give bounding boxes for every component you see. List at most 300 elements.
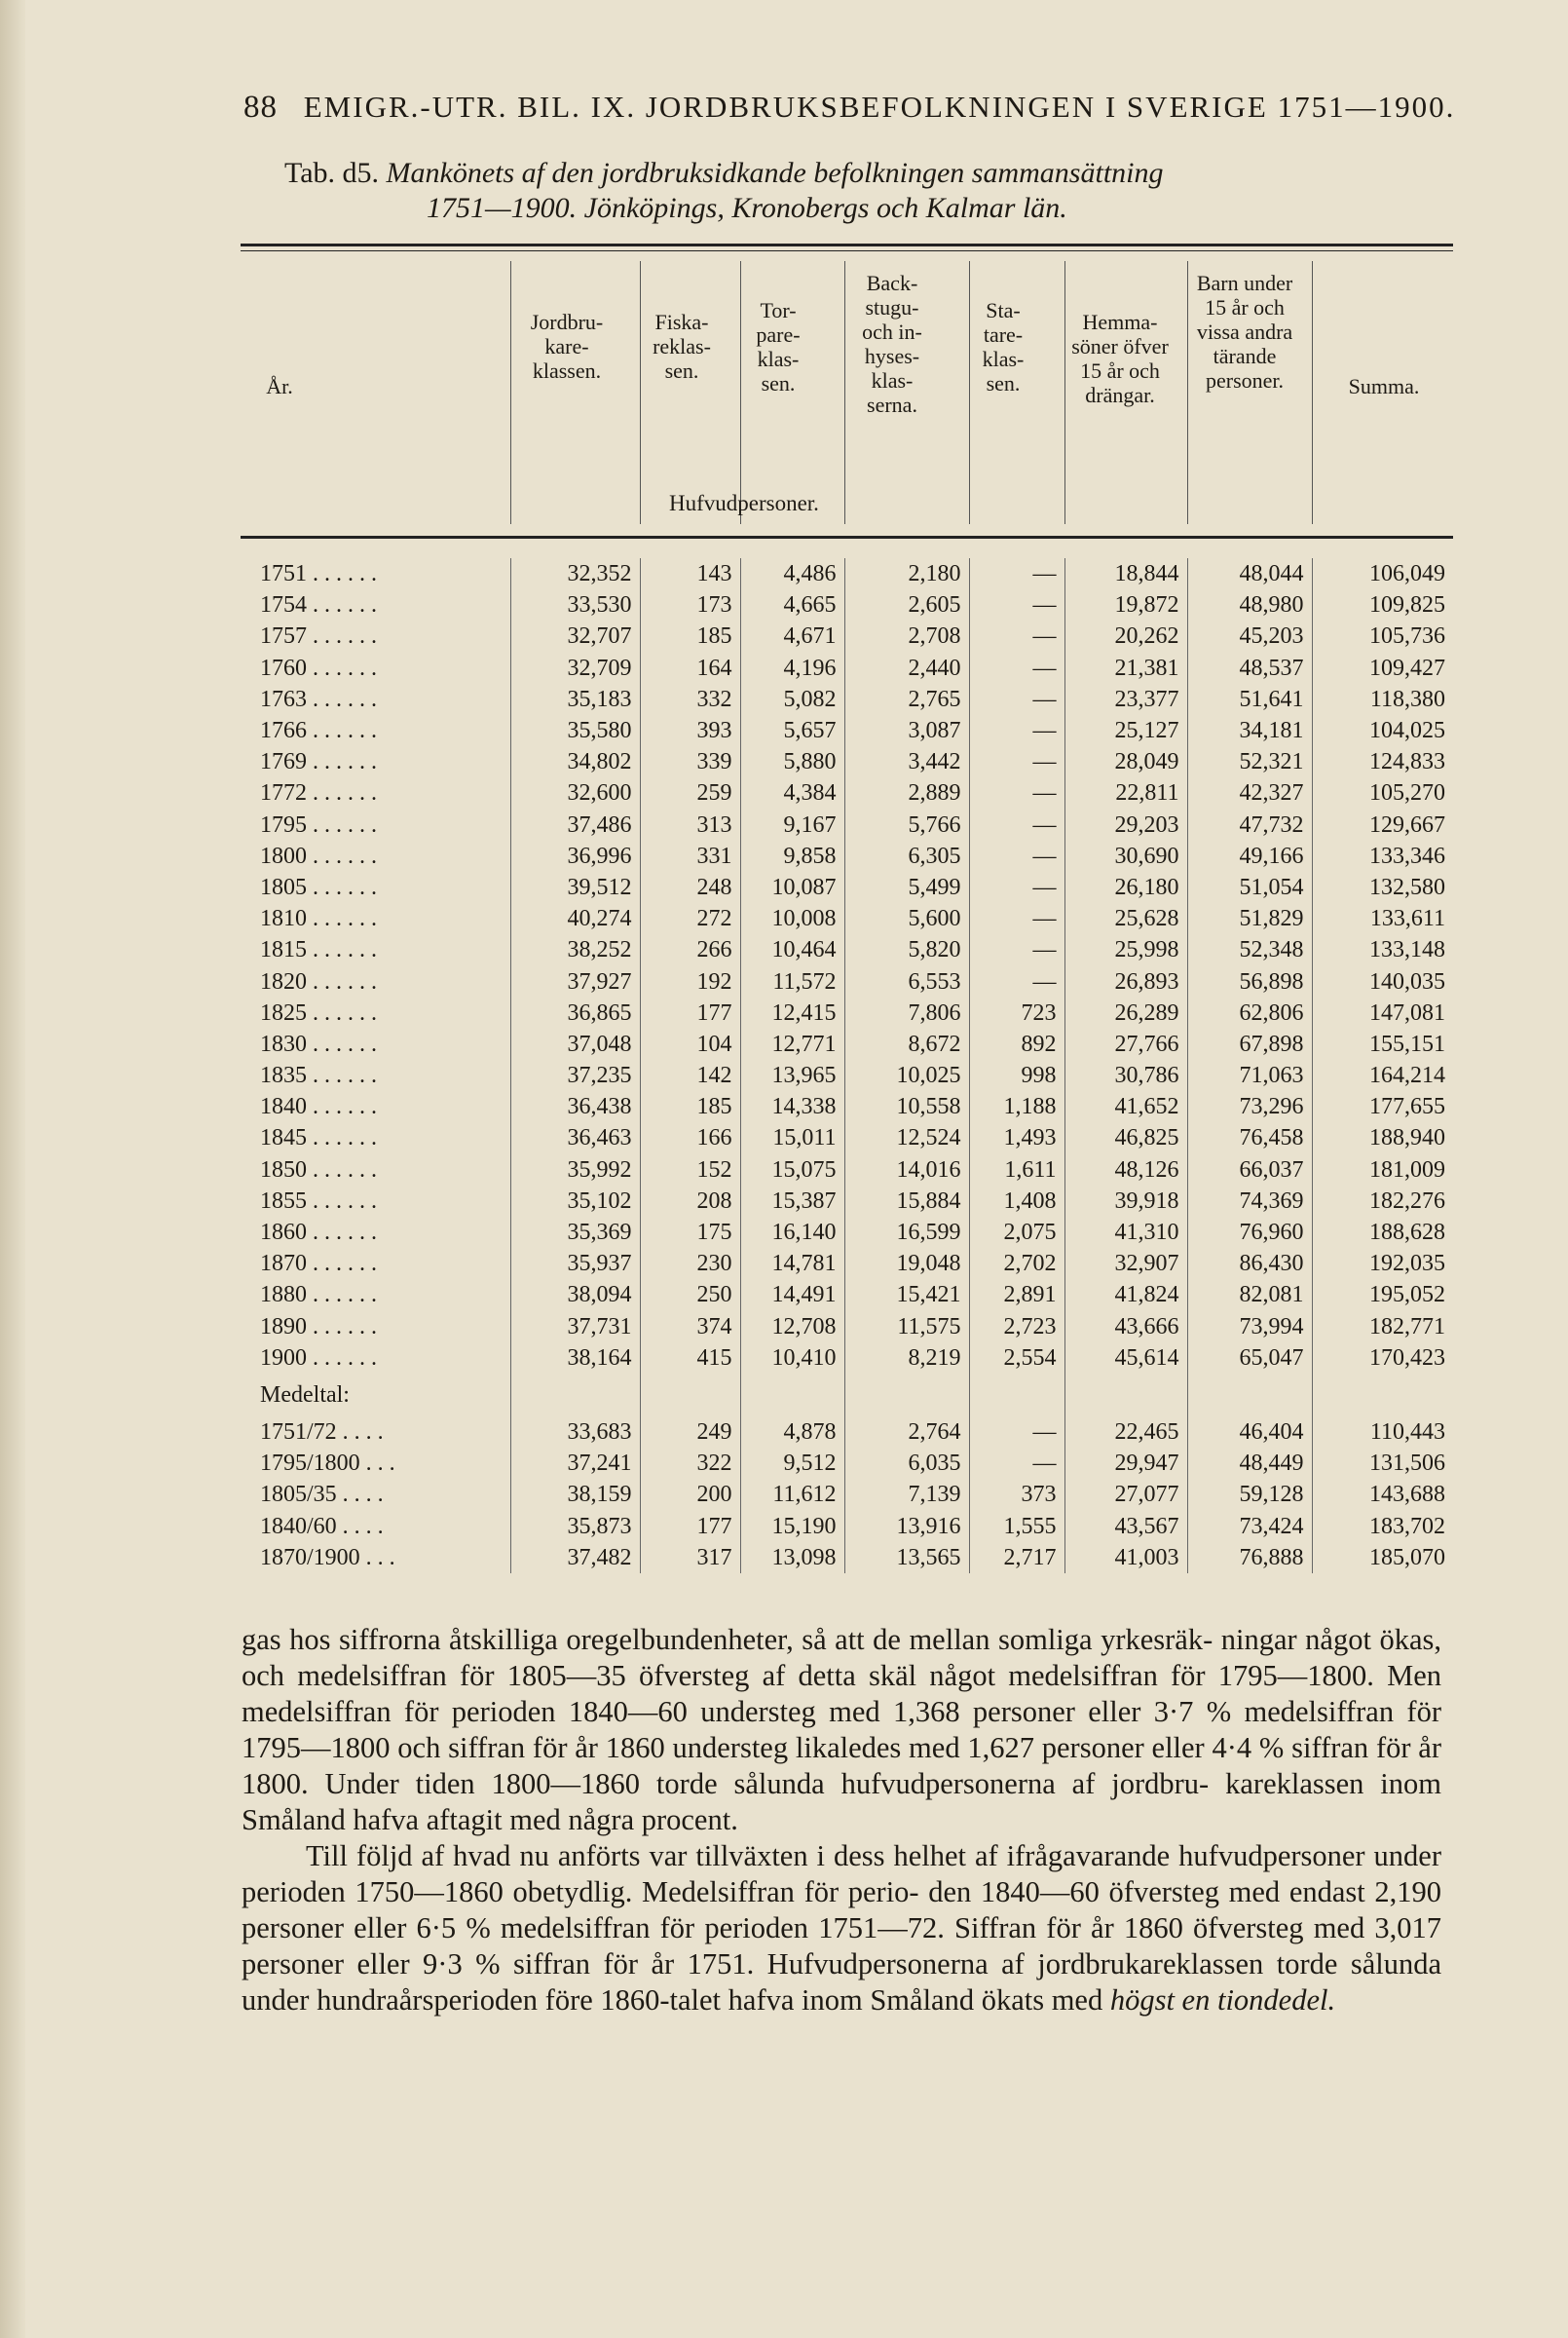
header-summa: Summa. — [1348, 374, 1420, 398]
header-year: År. — [266, 374, 293, 398]
table-title-line1: Mankönets af den jordbruksidkande befolkningen sammansättning — [386, 157, 1164, 189]
cell-torp: 4,878 — [740, 1416, 844, 1448]
cell-torp: 14,491 — [740, 1279, 844, 1310]
cell-hemma: 46,825 — [1064, 1122, 1187, 1153]
cell-back: 15,421 — [844, 1279, 969, 1310]
table-row — [241, 1248, 1453, 1279]
cell-barn: 51,829 — [1187, 903, 1312, 934]
cell-fisk: 177 — [640, 998, 740, 1029]
cell-summa: 188,628 — [1369, 1220, 1445, 1246]
row-year: 1810 . . . . . . — [241, 903, 510, 934]
cell-fisk: 393 — [640, 715, 740, 746]
table-row — [241, 558, 1453, 589]
cell-torp: 4,671 — [740, 621, 844, 652]
cell-stat: — — [969, 558, 1064, 589]
cell-hemma: 21,381 — [1064, 653, 1187, 684]
table-row — [241, 1029, 1453, 1060]
cell-back: 2,708 — [844, 621, 969, 652]
cell-back: 14,016 — [844, 1154, 969, 1186]
cell-stat: 1,188 — [969, 1091, 1064, 1122]
cell-jord: 40,274 — [510, 903, 640, 934]
cell-back: 2,764 — [844, 1416, 969, 1448]
cell-hemma: 45,614 — [1064, 1342, 1187, 1374]
cell-back: 3,087 — [844, 715, 969, 746]
cell-summa: 118,380 — [1369, 686, 1445, 712]
cell-barn: 73,296 — [1187, 1091, 1312, 1122]
cell-fisk: 185 — [640, 621, 740, 652]
cell-jord: 35,369 — [510, 1217, 640, 1248]
row-year: 1757 . . . . . . — [241, 621, 510, 652]
row-year: 1870 . . . . . . — [241, 1248, 510, 1279]
cell-stat: — — [969, 777, 1064, 809]
cell-jord: 37,731 — [510, 1311, 640, 1342]
cell-hemma: 25,628 — [1064, 903, 1187, 934]
cell-stat: 1,611 — [969, 1154, 1064, 1186]
cell-torp: 4,665 — [740, 589, 844, 621]
cell-hemma: 25,998 — [1064, 934, 1187, 965]
cell-fisk: 339 — [640, 746, 740, 777]
cell-hemma: 26,893 — [1064, 965, 1187, 997]
header-statare: Sta- tare- klas- sen. — [982, 298, 1025, 396]
cell-back: 5,820 — [844, 934, 969, 965]
cell-jord: 36,996 — [510, 841, 640, 872]
page-edge — [0, 0, 25, 2338]
paragraph-2-emphasis: högst en tiondedel. — [1109, 1983, 1336, 2017]
header-fiskare: Fiska- reklas- sen. — [653, 310, 711, 383]
row-year: 1760 . . . . . . — [241, 653, 510, 684]
row-year: 1805 . . . . . . — [241, 872, 510, 903]
cell-summa: 110,443 — [1369, 1418, 1445, 1445]
cell-back: 2,889 — [844, 777, 969, 809]
cell-summa: 109,427 — [1369, 655, 1445, 681]
cell-fisk: 177 — [640, 1510, 740, 1541]
cell-back: 10,025 — [844, 1060, 969, 1091]
row-year: 1840 . . . . . . — [241, 1091, 510, 1122]
cell-back: 7,806 — [844, 998, 969, 1029]
table-caption — [284, 156, 1434, 226]
cell-back: 8,672 — [844, 1029, 969, 1060]
cell-torp: 9,858 — [740, 841, 844, 872]
cell-back: 6,305 — [844, 841, 969, 872]
cell-fisk: 415 — [640, 1342, 740, 1374]
row-year: 1825 . . . . . . — [241, 998, 510, 1029]
row-year: 1840/60 . . . . — [241, 1510, 510, 1541]
cell-barn: 48,980 — [1187, 589, 1312, 621]
row-year: 1751 . . . . . . — [241, 558, 510, 589]
cell-barn: 34,181 — [1187, 715, 1312, 746]
body-text — [242, 1622, 1441, 2018]
empty-cell — [640, 1374, 740, 1416]
cell-stat: 1,408 — [969, 1186, 1064, 1217]
cell-barn: 49,166 — [1187, 841, 1312, 872]
row-year: 1845 . . . . . . — [241, 1122, 510, 1153]
cell-summa: 155,151 — [1369, 1031, 1445, 1057]
cell-hemma: 43,666 — [1064, 1311, 1187, 1342]
cell-back: 13,565 — [844, 1542, 969, 1573]
cell-summa: 143,688 — [1369, 1482, 1445, 1508]
row-year: 1766 . . . . . . — [241, 715, 510, 746]
cell-hemma: 20,262 — [1064, 621, 1187, 652]
cell-hemma: 23,377 — [1064, 684, 1187, 715]
cell-fisk: 175 — [640, 1217, 740, 1248]
cell-stat: — — [969, 934, 1064, 965]
paragraph-1: gas hos siffrorna åtskilliga oregelbundenheter, så att de mellan somliga yrkesräk- ningar något ökas, och medelsiffran för 1805—35 öfversteg af detta skäl något medelsiffran för 1795—1800. Men medelsiffran för perioden 1840—60 understeg med 1,368 personer eller 3·7 % medelsiffran för 1795—1800 och siffran för år 1860 understeg likaledes med 1,627 personer eller 4·4 % siffran för år 1800. Under tiden 1800—1860 torde sålunda hufvudpersonerna af jordbru- kareklassen inom Småland hafva aftagit med några procent. — [242, 1623, 1441, 1836]
average-row — [241, 1542, 1453, 1573]
table-body — [241, 558, 1453, 1573]
cell-torp: 4,196 — [740, 653, 844, 684]
cell-jord: 38,159 — [510, 1479, 640, 1510]
cell-stat: 2,723 — [969, 1311, 1064, 1342]
row-year: 1850 . . . . . . — [241, 1154, 510, 1186]
cell-fisk: 259 — [640, 777, 740, 809]
row-year: 1772 . . . . . . — [241, 777, 510, 809]
row-year: 1800 . . . . . . — [241, 841, 510, 872]
table-header-rule — [241, 536, 1453, 539]
empty-cell — [1187, 1374, 1312, 1416]
cell-hemma: 43,567 — [1064, 1510, 1187, 1541]
cell-stat: — — [969, 589, 1064, 621]
cell-summa: 132,580 — [1369, 874, 1445, 900]
cell-barn: 51,641 — [1187, 684, 1312, 715]
cell-barn: 62,806 — [1187, 998, 1312, 1029]
empty-cell — [1312, 1374, 1453, 1416]
row-year: 1763 . . . . . . — [241, 684, 510, 715]
cell-jord: 32,707 — [510, 621, 640, 652]
row-year: 1795 . . . . . . — [241, 810, 510, 841]
cell-stat: — — [969, 621, 1064, 652]
cell-summa: 188,940 — [1369, 1125, 1445, 1151]
cell-stat: — — [969, 684, 1064, 715]
row-year: 1855 . . . . . . — [241, 1186, 510, 1217]
cell-jord: 35,992 — [510, 1154, 640, 1186]
table-row — [241, 653, 1453, 684]
cell-jord: 35,937 — [510, 1248, 640, 1279]
cell-stat: — — [969, 810, 1064, 841]
cell-barn: 52,348 — [1187, 934, 1312, 965]
table-row — [241, 715, 1453, 746]
row-year: 1751/72 . . . . — [241, 1416, 510, 1448]
cell-fisk: 230 — [640, 1248, 740, 1279]
cell-fisk: 164 — [640, 653, 740, 684]
cell-hemma: 22,811 — [1064, 777, 1187, 809]
cell-summa: 104,025 — [1369, 718, 1445, 744]
cell-back: 2,180 — [844, 558, 969, 589]
table-row — [241, 746, 1453, 777]
cell-back: 13,916 — [844, 1510, 969, 1541]
header-hemmasoner: Hemma- söner öfver 15 år och drängar. — [1071, 310, 1169, 407]
cell-summa: 124,833 — [1369, 749, 1445, 775]
cell-hemma: 30,690 — [1064, 841, 1187, 872]
cell-hemma: 25,127 — [1064, 715, 1187, 746]
cell-barn: 82,081 — [1187, 1279, 1312, 1310]
cell-barn: 48,449 — [1187, 1448, 1312, 1479]
row-year: 1870/1900 . . . — [241, 1542, 510, 1573]
cell-hemma: 48,126 — [1064, 1154, 1187, 1186]
cell-back: 7,139 — [844, 1479, 969, 1510]
cell-jord: 33,530 — [510, 589, 640, 621]
cell-hemma: 41,003 — [1064, 1542, 1187, 1573]
table-row — [241, 934, 1453, 965]
table-row — [241, 1311, 1453, 1342]
table-header — [241, 251, 1453, 534]
table-row — [241, 998, 1453, 1029]
cell-jord: 32,352 — [510, 558, 640, 589]
table-row — [241, 872, 1453, 903]
cell-stat: — — [969, 653, 1064, 684]
header-divider — [1064, 261, 1065, 524]
cell-jord: 38,164 — [510, 1342, 640, 1374]
cell-barn: 76,960 — [1187, 1217, 1312, 1248]
header-divider — [740, 261, 741, 524]
row-year: 1860 . . . . . . — [241, 1217, 510, 1248]
cell-torp: 10,464 — [740, 934, 844, 965]
cell-summa: 147,081 — [1369, 999, 1445, 1026]
table-row — [241, 965, 1453, 997]
cell-summa: 192,035 — [1369, 1251, 1445, 1277]
cell-barn: 48,537 — [1187, 653, 1312, 684]
cell-torp: 12,771 — [740, 1029, 844, 1060]
cell-hemma: 22,465 — [1064, 1416, 1187, 1448]
cell-back: 2,765 — [844, 684, 969, 715]
cell-barn: 59,128 — [1187, 1479, 1312, 1510]
cell-barn: 73,994 — [1187, 1311, 1312, 1342]
cell-summa: 129,667 — [1369, 811, 1445, 838]
cell-fisk: 173 — [640, 589, 740, 621]
cell-stat: 1,555 — [969, 1510, 1064, 1541]
cell-jord: 33,683 — [510, 1416, 640, 1448]
cell-jord: 38,252 — [510, 934, 640, 965]
cell-jord: 37,486 — [510, 810, 640, 841]
cell-back: 6,035 — [844, 1448, 969, 1479]
cell-jord: 37,482 — [510, 1542, 640, 1573]
cell-barn: 52,321 — [1187, 746, 1312, 777]
cell-back: 2,605 — [844, 589, 969, 621]
cell-hemma: 41,824 — [1064, 1279, 1187, 1310]
cell-hemma: 32,907 — [1064, 1248, 1187, 1279]
cell-back: 6,553 — [844, 965, 969, 997]
table-row — [241, 841, 1453, 872]
cell-summa: 105,736 — [1369, 623, 1445, 650]
cell-barn: 46,404 — [1187, 1416, 1312, 1448]
cell-fisk: 152 — [640, 1154, 740, 1186]
row-year: 1820 . . . . . . — [241, 965, 510, 997]
cell-stat: 892 — [969, 1029, 1064, 1060]
cell-jord: 37,235 — [510, 1060, 640, 1091]
cell-stat: — — [969, 715, 1064, 746]
cell-jord: 39,512 — [510, 872, 640, 903]
header-group-hufvudpersoner: Hufvudpersoner. — [669, 491, 819, 515]
cell-barn: 45,203 — [1187, 621, 1312, 652]
row-year: 1815 . . . . . . — [241, 934, 510, 965]
table-row — [241, 1279, 1453, 1310]
cell-torp: 5,082 — [740, 684, 844, 715]
row-year: 1835 . . . . . . — [241, 1060, 510, 1091]
average-row — [241, 1448, 1453, 1479]
paragraph-2 — [242, 1838, 1441, 2018]
cell-jord: 35,873 — [510, 1510, 640, 1541]
cell-fisk: 249 — [640, 1416, 740, 1448]
cell-stat: 373 — [969, 1479, 1064, 1510]
cell-torp: 13,965 — [740, 1060, 844, 1091]
cell-jord: 35,580 — [510, 715, 640, 746]
cell-fisk: 266 — [640, 934, 740, 965]
row-year: 1795/1800 . . . — [241, 1448, 510, 1479]
table-row — [241, 684, 1453, 715]
cell-hemma: 29,947 — [1064, 1448, 1187, 1479]
running-head — [243, 90, 1471, 126]
table-row — [241, 1060, 1453, 1091]
cell-torp: 11,572 — [740, 965, 844, 997]
header-divider — [510, 261, 511, 524]
cell-barn: 51,054 — [1187, 872, 1312, 903]
cell-hemma: 19,872 — [1064, 589, 1187, 621]
cell-summa: 185,070 — [1369, 1544, 1445, 1570]
cell-barn: 86,430 — [1187, 1248, 1312, 1279]
cell-torp: 12,708 — [740, 1311, 844, 1342]
row-year: 1900 . . . . . . — [241, 1342, 510, 1374]
cell-back: 3,442 — [844, 746, 969, 777]
cell-summa: 177,655 — [1369, 1094, 1445, 1120]
cell-stat: 998 — [969, 1060, 1064, 1091]
table-title-line2: 1751—1900. Jönköpings, Kronobergs och Kalmar län. — [427, 192, 1067, 224]
header-torpare: Tor- pare- klas- sen. — [756, 298, 801, 396]
table-row — [241, 810, 1453, 841]
header-jordbrukare: Jordbru- kare- klassen. — [530, 310, 604, 383]
cell-summa: 170,423 — [1369, 1344, 1445, 1371]
cell-summa: 164,214 — [1369, 1063, 1445, 1089]
cell-barn: 73,424 — [1187, 1510, 1312, 1541]
cell-stat: — — [969, 872, 1064, 903]
cell-back: 11,575 — [844, 1311, 969, 1342]
medeltal-row — [241, 1374, 1453, 1416]
row-year: 1754 . . . . . . — [241, 589, 510, 621]
cell-jord: 37,241 — [510, 1448, 640, 1479]
cell-barn: 56,898 — [1187, 965, 1312, 997]
empty-cell — [844, 1374, 969, 1416]
cell-barn: 74,369 — [1187, 1186, 1312, 1217]
average-row — [241, 1510, 1453, 1541]
cell-hemma: 28,049 — [1064, 746, 1187, 777]
cell-torp: 10,087 — [740, 872, 844, 903]
cell-torp: 4,384 — [740, 777, 844, 809]
cell-barn: 48,044 — [1187, 558, 1312, 589]
table-row — [241, 1122, 1453, 1153]
cell-jord: 35,102 — [510, 1186, 640, 1217]
cell-fisk: 142 — [640, 1060, 740, 1091]
table-label: Tab. d5. — [284, 157, 380, 189]
cell-torp: 15,190 — [740, 1510, 844, 1541]
cell-barn: 71,063 — [1187, 1060, 1312, 1091]
table-row — [241, 1091, 1453, 1122]
average-row — [241, 1479, 1453, 1510]
table-row — [241, 1154, 1453, 1186]
cell-jord: 35,183 — [510, 684, 640, 715]
cell-fisk: 374 — [640, 1311, 740, 1342]
cell-stat: 2,702 — [969, 1248, 1064, 1279]
cell-back: 10,558 — [844, 1091, 969, 1122]
cell-summa: 133,346 — [1369, 843, 1445, 869]
cell-torp: 9,167 — [740, 810, 844, 841]
cell-stat: — — [969, 903, 1064, 934]
cell-barn: 65,047 — [1187, 1342, 1312, 1374]
cell-torp: 4,486 — [740, 558, 844, 589]
cell-torp: 15,075 — [740, 1154, 844, 1186]
cell-torp: 15,387 — [740, 1186, 844, 1217]
data-table — [241, 244, 1453, 1573]
header-divider — [844, 261, 845, 524]
cell-torp: 10,410 — [740, 1342, 844, 1374]
row-year: 1880 . . . . . . — [241, 1279, 510, 1310]
cell-hemma: 18,844 — [1064, 558, 1187, 589]
cell-summa: 195,052 — [1369, 1282, 1445, 1308]
row-year: 1830 . . . . . . — [241, 1029, 510, 1060]
cell-fisk: 192 — [640, 965, 740, 997]
cell-hemma: 26,180 — [1064, 872, 1187, 903]
cell-back: 5,600 — [844, 903, 969, 934]
cell-fisk: 331 — [640, 841, 740, 872]
cell-torp: 5,880 — [740, 746, 844, 777]
cell-back: 19,048 — [844, 1248, 969, 1279]
cell-jord: 37,927 — [510, 965, 640, 997]
cell-jord: 36,438 — [510, 1091, 640, 1122]
running-head-text: EMIGR.-UTR. BIL. IX. JORDBRUKSBEFOLKNINGEN I SVERIGE 1751—1900. — [303, 90, 1456, 124]
empty-cell — [969, 1374, 1064, 1416]
row-year: 1769 . . . . . . — [241, 746, 510, 777]
cell-jord: 32,600 — [510, 777, 640, 809]
table-row — [241, 589, 1453, 621]
cell-barn: 76,888 — [1187, 1542, 1312, 1573]
table-row — [241, 621, 1453, 652]
cell-summa: 183,702 — [1369, 1513, 1445, 1539]
cell-hemma: 39,918 — [1064, 1186, 1187, 1217]
cell-hemma: 41,652 — [1064, 1091, 1187, 1122]
cell-fisk: 104 — [640, 1029, 740, 1060]
row-year: 1890 . . . . . . — [241, 1311, 510, 1342]
cell-torp: 11,612 — [740, 1479, 844, 1510]
cell-fisk: 332 — [640, 684, 740, 715]
cell-torp: 14,781 — [740, 1248, 844, 1279]
cell-stat: — — [969, 841, 1064, 872]
cell-fisk: 208 — [640, 1186, 740, 1217]
cell-barn: 42,327 — [1187, 777, 1312, 809]
cell-fisk: 322 — [640, 1448, 740, 1479]
cell-fisk: 313 — [640, 810, 740, 841]
table-top-rule — [241, 244, 1453, 246]
cell-barn: 47,732 — [1187, 810, 1312, 841]
header-divider — [1187, 261, 1188, 524]
cell-summa: 109,825 — [1369, 592, 1445, 619]
paragraph-2-text: Till följd af hvad nu anförts var tillväxten i dess helhet af ifrågavarande hufvudpersoner under perioden 1750—1860 obetydlig. Medelsiffran för perio- den 1840—60 öfversteg med endast 2,190 personer eller 6·5 % medelsiffran för perioden 1751—72. Siffran för år 1860 öfversteg med 3,017 personer eller 9·3 % siffran för år 1751. Hufvudpersonerna af jordbrukareklassen torde sålunda under hundraårsperioden före 1860-talet hafva inom Småland ökats med — [242, 1839, 1441, 2017]
cell-stat: 723 — [969, 998, 1064, 1029]
cell-barn: 67,898 — [1187, 1029, 1312, 1060]
table-row — [241, 1342, 1453, 1374]
cell-back: 15,884 — [844, 1186, 969, 1217]
cell-summa: 105,270 — [1369, 780, 1445, 807]
table-row — [241, 903, 1453, 934]
cell-fisk: 185 — [640, 1091, 740, 1122]
cell-torp: 9,512 — [740, 1448, 844, 1479]
cell-hemma: 41,310 — [1064, 1217, 1187, 1248]
table-row — [241, 1186, 1453, 1217]
cell-fisk: 143 — [640, 558, 740, 589]
cell-summa: 181,009 — [1369, 1156, 1445, 1183]
cell-fisk: 248 — [640, 872, 740, 903]
cell-torp: 14,338 — [740, 1091, 844, 1122]
cell-stat: 2,554 — [969, 1342, 1064, 1374]
cell-back: 2,440 — [844, 653, 969, 684]
cell-summa: 131,506 — [1369, 1451, 1445, 1477]
cell-summa: 182,771 — [1369, 1313, 1445, 1339]
